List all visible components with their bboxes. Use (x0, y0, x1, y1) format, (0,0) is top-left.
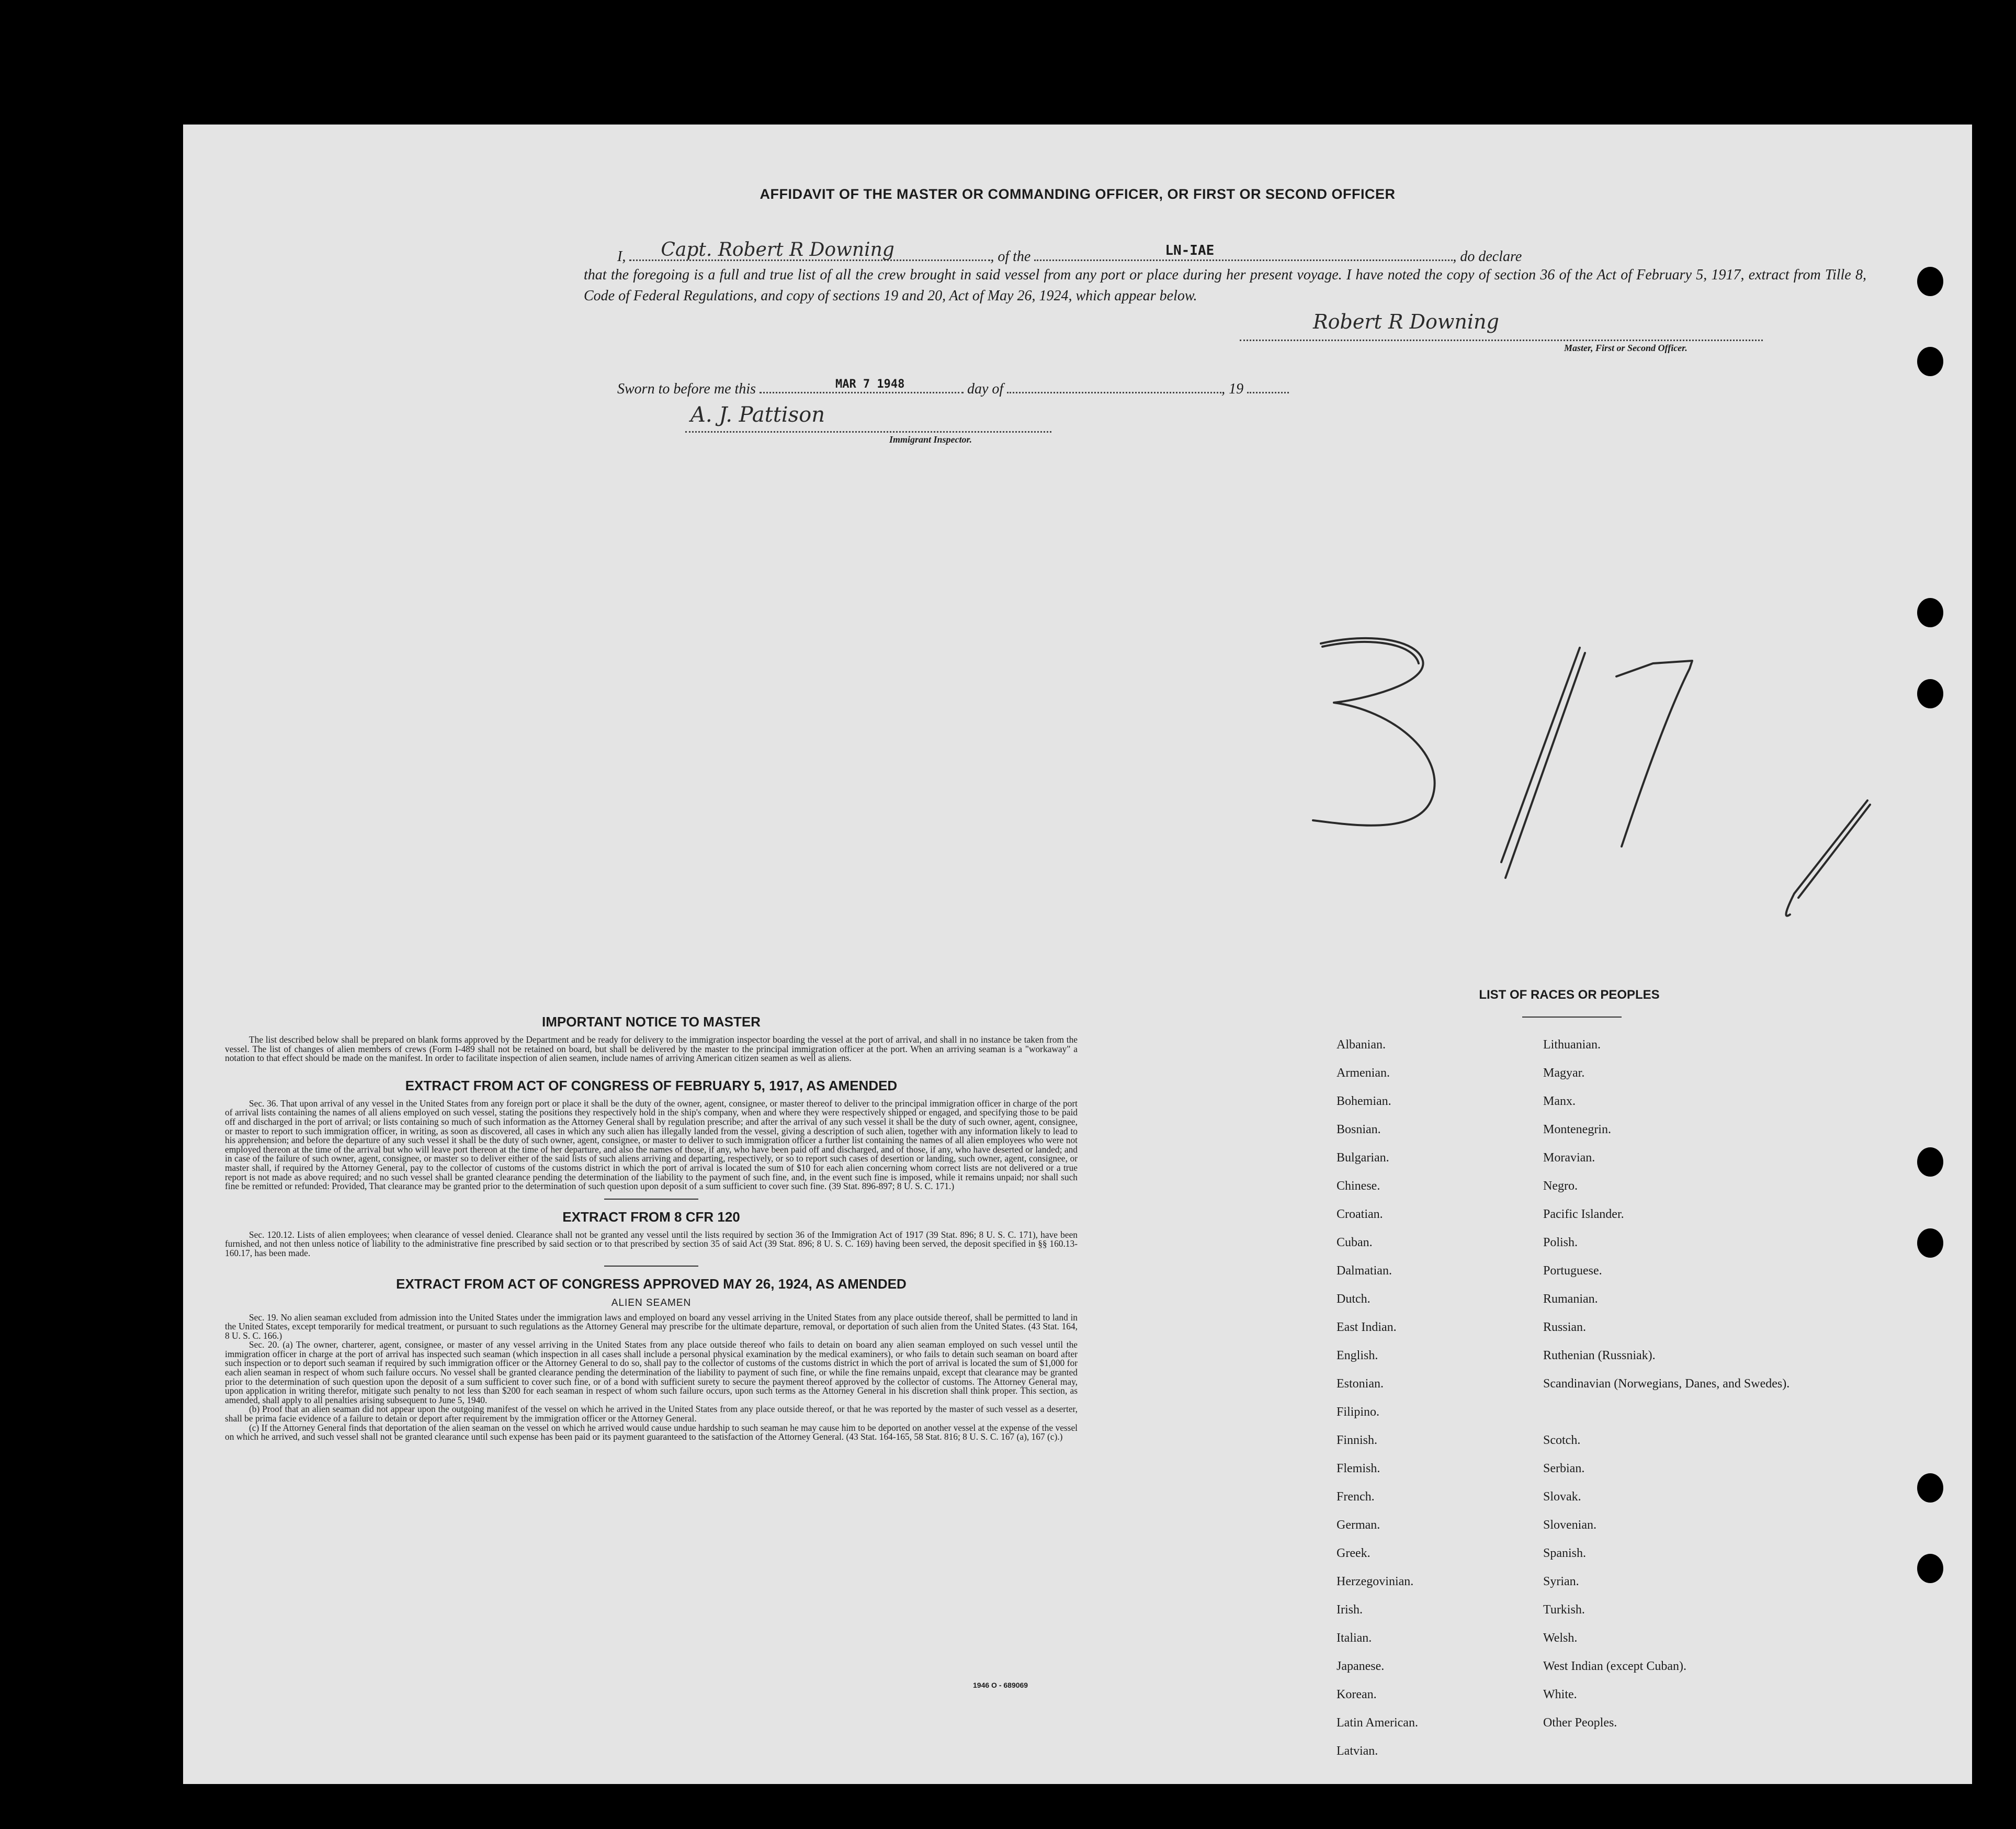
race-item: East Indian. (1337, 1320, 1397, 1334)
race-item: Scotch. (1543, 1433, 1581, 1447)
extract-1924-sec20c: (c) If the Attorney General finds that deportation of the alien seaman on the vessel on which he arrived would cause undue hardship to such seaman he may cause him to be deported on another vessel at the expense of the vessel on which he arrived, and such vessel shall not be granted clearance until such expense has been paid or its payment guaranteed to the satisfaction of the Attorney General. (43 Stat. 164-165, 58 Stat. 816; 8 U. S. C. 167 (a), 167 (c).) (225, 1422, 1078, 1442)
extract-1924-title: EXTRACT FROM ACT OF CONGRESS APPROVED MAY 26, 1924, AS AMENDED (396, 1275, 907, 1292)
race-item: Welsh. (1543, 1631, 1578, 1645)
race-item: Ruthenian (Russniak). (1543, 1349, 1656, 1362)
race-item: Italian. (1337, 1631, 1372, 1645)
race-item: Irish. (1337, 1603, 1363, 1617)
year-field (1247, 378, 1289, 393)
month-field (1007, 378, 1221, 393)
race-item: French. (1337, 1490, 1375, 1504)
race-item: West Indian (except Cuban). (1543, 1659, 1686, 1673)
extract-cfr-title: EXTRACT FROM 8 CFR 120 (562, 1209, 740, 1225)
race-item: Bohemian. (1337, 1094, 1391, 1108)
punch-hole (1917, 1147, 1943, 1177)
race-item: Japanese. (1337, 1659, 1385, 1673)
document-page (183, 125, 1972, 1784)
master-signature-line (1240, 340, 1763, 341)
race-item: White. (1543, 1688, 1577, 1701)
race-item: Herzegovinian. (1337, 1575, 1414, 1588)
race-item: Moravian. (1543, 1151, 1595, 1165)
race-item: Filipino. (1337, 1405, 1380, 1419)
master-signature: Robert R Downing (1313, 310, 1499, 333)
day-of-label: day of (967, 381, 1004, 397)
race-item: Estonian. (1337, 1377, 1384, 1391)
section-divider (604, 1266, 698, 1267)
race-item: English. (1337, 1349, 1378, 1362)
do-declare-label: , do declare (1453, 249, 1522, 265)
race-item: Cuban. (1337, 1236, 1373, 1249)
i-label: I, (617, 249, 626, 265)
punch-hole (1917, 267, 1943, 296)
race-item: Magyar. (1543, 1066, 1585, 1080)
extract-1924-sec19: Sec. 19. No alien seaman excluded from admission into the United States under the immigration laws and employed on board any vessel arriving in the United States from any place outside thereof, shall be permitted to land in the United States, except temporarily for medical treatment, or pursuant to such regulations as the Attorney General may prescribe for the ultimate departure, removal, or deportation of such alien from the United States. (43 Stat. 164, 8 U. S. C. 166.) (225, 1312, 1078, 1341)
vessel-name: LN-IAE (1165, 243, 1215, 258)
race-item: Russian. (1543, 1320, 1587, 1334)
race-item: Montenegrin. (1543, 1123, 1611, 1136)
race-item: Greek. (1337, 1546, 1371, 1560)
races-list-left (1337, 1031, 1535, 1765)
of-the-label: , of the (990, 249, 1031, 265)
sworn-line (617, 378, 1507, 398)
races-title-rule (1522, 1017, 1622, 1018)
races-list-right (1543, 1031, 1805, 1737)
race-item: Portuguese. (1543, 1264, 1602, 1278)
race-item: Latin American. (1337, 1716, 1418, 1730)
race-item: Dalmatian. (1337, 1264, 1392, 1278)
race-item: Rumanian. (1543, 1292, 1598, 1306)
punch-hole (1917, 1228, 1943, 1258)
race-item: Turkish. (1543, 1603, 1585, 1617)
race-item: Chinese. (1337, 1179, 1380, 1193)
race-item: Lithuanian. (1543, 1038, 1601, 1052)
race-item: Pacific Islander. (1543, 1207, 1624, 1221)
race-item: Bulgarian. (1337, 1151, 1389, 1165)
race-item: German. (1337, 1518, 1380, 1532)
extract-1917-text: Sec. 36. That upon arrival of any vessel in the United States from any foreign port or place it shall be the duty of the owner, agent, consignee, or master thereof to deliver to the principal immigration officer in charge of the port of arrival lists containing the names of all aliens employed on such vessel, stating the positions they respectively hold in the ship's company, when and where they were respectively shipped or engaged, and specifying those to be paid off and discharged in the port of arrival; or lists containing so much of such information as the Attorney General shall by regulation prescribe; and after the arrival of any such vessel it shall be the duty of such owner, agent, consignee, or master to report to such immigration officer, in writing, as soon as discovered, all cases in which any such alien has illegally landed from the vessel, giving a description of such alien, together with any information likely to lead to his apprehension; and before the departure of any such vessel it shall be the duty of such owner, agent, consignee, or master to deliver to such immigration officer a further list containing the names of all alien employees who were not employed thereon at the time of the arrival but who will leave port thereon at the time of her departure, and also the names of those, if any, who have been paid off and discharged, and of those, if any, who have deserted or landed; and in case of the failure of such owner, agent, consignee, or master so to deliver either of the said lists of such aliens arriving and departing, respectively, or so to report such cases of desertion or landing, such owner, agent, consignee, or master shall, if required by the Attorney General, pay to the collector of customs of the customs district in which the port of arrival is located the sum of $10 for each alien concerning whom correct lists are not delivered or a true report is not made as above required; and no such vessel shall be granted clearance pending the determination of the liability to the payment of such fine, and, in the event such fine is imposed, while it remains unpaid; nor shall such fine be remitted or refunded: Provided, That clearance may be granted prior to the determination of such question upon deposit of a sum sufficient to cover such fine. (39 Stat. 896-897; 8 U. S. C. 171.) (225, 1098, 1078, 1192)
print-code: 1946 O - 689069 (973, 1681, 1028, 1689)
race-item: Other Peoples. (1543, 1716, 1617, 1730)
race-item: Negro. (1543, 1179, 1578, 1193)
race-item: Slovak. (1543, 1490, 1581, 1504)
section-divider (604, 1199, 698, 1200)
race-item: Latvian. (1337, 1744, 1378, 1758)
race-item: Armenian. (1337, 1066, 1390, 1080)
race-item: Dutch. (1337, 1292, 1371, 1306)
race-item: Korean. (1337, 1688, 1377, 1701)
race-item: Bosnian. (1337, 1123, 1381, 1136)
inspector-label: Immigrant Inspector. (889, 434, 972, 445)
race-item: Albanian. (1337, 1038, 1386, 1052)
race-item: Flemish. (1337, 1462, 1380, 1475)
race-item: Syrian. (1543, 1575, 1579, 1588)
races-title: LIST OF RACES OR PEOPLES (1479, 988, 1660, 1002)
extract-1924-sec20a: Sec. 20. (a) The owner, charterer, agent, consignee, or master of any vessel arriving in the United States from any place outside thereof who fails to detain on board any alien seaman employed on such vessel until the immigration officer in charge at the port of arrival has inspected such seaman (which inspection in all cases shall include a personal physical examination by the medical examiners), or who fails to detain such seaman on board after such inspection or to deport such seaman if required by such immigration officer or the Attorney General to do so, shall pay to the collector of customs of the customs district in which the port of arrival is located the sum of $1,000 for each alien seaman in respect of whom such failure occurs. No vessel shall be granted clearance pending the determination of the liability to payment of such fine, or while the fine remains unpaid, except that clearance may be granted prior to the determination of such question upon the deposit of a sum sufficient to cover such fine, or of a bond with sufficient surety to secure the payment thereof approved by the collector of customs. The Attorney General may, upon application in writing therefor, mitigate such penalty to not less than $200 for each seaman in respect of whom such failure occurs, upon such terms as the Attorney General in his discretion shall think proper. This section, as amended, shall apply to all penalties arising subsequent to June 5, 1940. (225, 1339, 1078, 1405)
affidavit-declaration-line (617, 239, 1862, 265)
race-item: Polish. (1543, 1236, 1578, 1249)
extract-1924-subtitle: ALIEN SEAMEN (611, 1297, 692, 1308)
affidavit-title: AFFIDAVIT OF THE MASTER OR COMMANDING OFFICER, OR FIRST OR SECOND OFFICER (760, 186, 1396, 202)
race-item: Spanish. (1543, 1546, 1587, 1560)
affidavit-statement: that the foregoing is a full and true list of all the crew brought in said vessel from any port or place during her present voyage. I have noted the copy of section 36 of the Act of February 5, 1917, extract from Tille 8, Code of Federal Regulations, and copy of sections 19 and 20, Act of May 26, 1924, which appear below. (584, 267, 1866, 304)
handwritten-note-3-71 (1292, 480, 2016, 951)
legal-notices (225, 1014, 1078, 1442)
date-stamp: MAR 7 1948 (835, 378, 905, 391)
year-label: , 19 (1221, 381, 1244, 397)
sworn-label: Sworn to before me this (617, 381, 756, 397)
race-item: Manx. (1543, 1094, 1576, 1108)
officer-name-handwritten: Capt. Robert R Downing (661, 239, 894, 261)
extract-1924-sec20b: (b) Proof that an alien seaman did not appear upon the outgoing manifest of the vessel on which he arrived in the United States from any place outside thereof, or that he was reported by the master of such vessel as a deserter, shall be prima facie evidence of a failure to detain or deport after requirement by the immigration officer or the Attorney General. (225, 1404, 1078, 1424)
race-item: Scandinavian (Norwegians, Danes, and Swedes). (1543, 1377, 1790, 1391)
notice-text: The list described below shall be prepared on blank forms approved by the Department and be ready for delivery to the immigration inspector boarding the vessel at the port of arrival, and shall in no instance be taken from the vessel. The list of changes of alien members of crews (Form I-489 shall not be retained on board, but shall be delivered by the master to the principal immigration officer at the port. When an arriving seaman is a "workaway" a notation to that effect should be made on the manifest. In order to facilitate inspection of alien seamen, include names of arriving American citizen seamen as well as aliens. (225, 1034, 1078, 1064)
extract-cfr-text: Sec. 120.12. Lists of alien employees; when clearance of vessel denied. Clearance shall not be granted any vessel until the lists required by section 36 of the Immigration Act of 1917 (39 Stat. 896; 8 U. S. C. 171), have been furnished, and not then unless notice of liability to the administrative fine prescribed by said section or to that prescribed by section 35 of said Act (39 Stat. 896; 8 U. S. C. 169) having been served, the deposit specified in §§ 160.13-160.17, has been made. (225, 1229, 1078, 1258)
inspector-signature-line (685, 431, 1051, 433)
punch-hole (1917, 1554, 1943, 1583)
race-item: Slovenian. (1543, 1518, 1596, 1532)
vessel-name-field (1034, 243, 1453, 261)
sworn-date-field (760, 378, 964, 393)
race-item: Serbian. (1543, 1462, 1585, 1475)
notice-title: IMPORTANT NOTICE TO MASTER (542, 1014, 761, 1030)
race-item: Croatian. (1337, 1207, 1383, 1221)
master-label: Master, First or Second Officer. (1564, 343, 1687, 353)
inspector-signature: A. J. Pattison (690, 403, 825, 427)
officer-name-field (629, 239, 990, 261)
punch-hole (1917, 1473, 1943, 1503)
race-item: Finnish. (1337, 1433, 1378, 1447)
extract-1917-title: EXTRACT FROM ACT OF CONGRESS OF FEBRUARY 5, 1917, AS AMENDED (405, 1077, 898, 1093)
punch-hole (1917, 347, 1943, 376)
